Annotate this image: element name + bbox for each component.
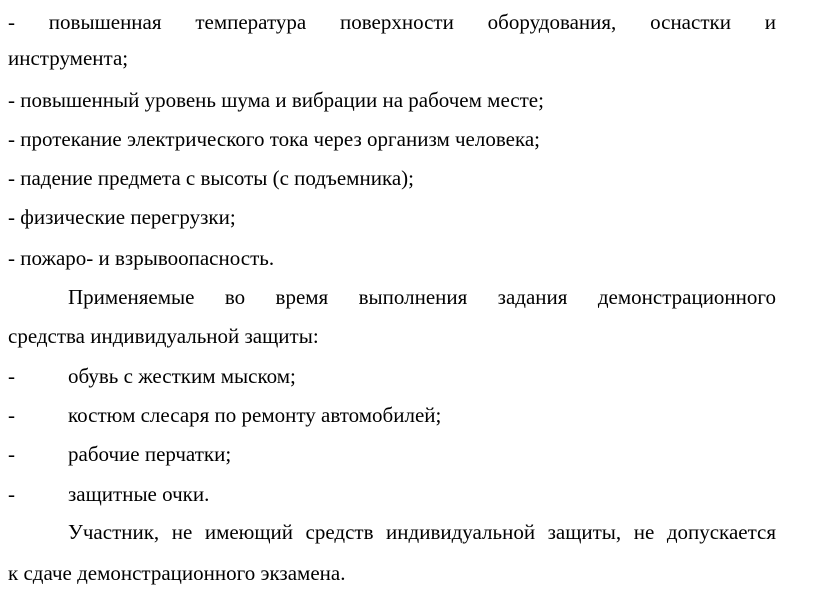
- ppe-intro: Применяемые во время выполнения задания демонстрационного: [68, 285, 776, 309]
- closing-paragraph-continued: к сдаче демонстрационного экзамена.: [8, 561, 346, 585]
- hazard-line-3: - протекание электрического тока через организм человека;: [8, 127, 541, 151]
- list-dash: -: [8, 403, 15, 427]
- hazard-line-1: - повышенная температура поверхности оборудования, оснастки и: [8, 10, 776, 34]
- list-item-text: костюм слесаря по ремонту автомобилей;: [68, 403, 442, 427]
- list-item-text: защитные очки.: [68, 482, 210, 506]
- closing-paragraph: Участник, не имеющий средств индивидуальной защиты, не допускается: [68, 520, 776, 544]
- list-dash: -: [8, 442, 15, 466]
- hazard-line-2: - повышенный уровень шума и вибрации на рабочем месте;: [8, 88, 544, 112]
- list-dash: -: [8, 482, 15, 506]
- list-item-text: обувь с жестким мыском;: [68, 364, 296, 388]
- hazard-line-5: - физические перегрузки;: [8, 205, 236, 229]
- hazard-line-1-continued: инструмента;: [8, 46, 129, 70]
- hazard-line-4: - падение предмета с высоты (с подъемника);: [8, 166, 414, 190]
- list-item-text: рабочие перчатки;: [68, 442, 232, 466]
- list-dash: -: [8, 364, 15, 388]
- hazard-line-6: - пожаро- и взрывоопасность.: [8, 246, 275, 270]
- ppe-intro-continued: средства индивидуальной защиты:: [8, 324, 319, 348]
